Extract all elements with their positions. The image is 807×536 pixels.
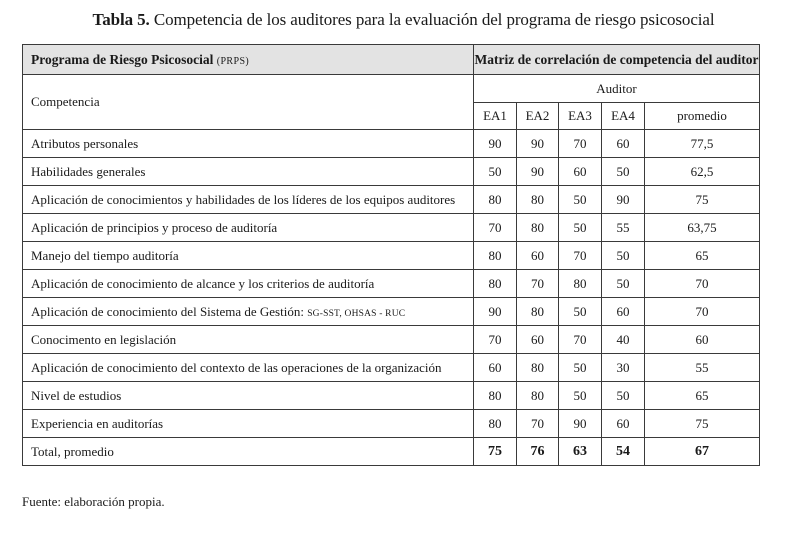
- score-cell: 50: [559, 186, 602, 214]
- score-cell: 50: [474, 158, 517, 186]
- competency-name-text: Aplicación de conocimiento del contexto de las operaciones de la organización: [31, 359, 442, 375]
- score-cell: 60: [602, 410, 645, 438]
- competency-name-text: Conocimento en legislación: [31, 331, 177, 347]
- score-cell: 60: [474, 354, 517, 382]
- competency-name: [23, 242, 474, 270]
- caption-label: Tabla 5.: [92, 10, 150, 29]
- score-cell: 50: [602, 158, 645, 186]
- score-cell: 50: [559, 214, 602, 242]
- score-cell: 80: [474, 270, 517, 298]
- competency-name: [23, 158, 474, 186]
- promedio-cell: 55: [645, 354, 760, 382]
- score-cell: 90: [474, 130, 517, 158]
- competency-table: [22, 44, 760, 466]
- column-header-ea1: EA1: [474, 103, 517, 130]
- header-program-abbr: (PRPS): [216, 55, 250, 67]
- competency-name: [23, 410, 474, 438]
- promedio-cell: 75: [645, 186, 760, 214]
- table-row: [23, 158, 760, 186]
- score-cell: 50: [602, 382, 645, 410]
- score-cell: 50: [602, 270, 645, 298]
- score-cell: 50: [559, 298, 602, 326]
- column-header-ea3: EA3: [559, 103, 602, 130]
- score-cell: 80: [474, 186, 517, 214]
- competency-name: [23, 298, 474, 326]
- score-cell: 80: [474, 382, 517, 410]
- score-cell: 70: [517, 270, 559, 298]
- score-cell: 70: [559, 130, 602, 158]
- score-cell: 50: [559, 354, 602, 382]
- score-cell: 80: [559, 270, 602, 298]
- table-row: [23, 354, 760, 382]
- score-cell: 90: [517, 130, 559, 158]
- competency-name: [23, 214, 474, 242]
- competency-name: [23, 382, 474, 410]
- score-cell: 70: [474, 214, 517, 242]
- auditor-label: Auditor: [474, 75, 760, 103]
- promedio-cell: 63,75: [645, 214, 760, 242]
- table-row: [23, 382, 760, 410]
- score-cell: 60: [559, 158, 602, 186]
- competency-name: [23, 326, 474, 354]
- table-caption: [0, 10, 807, 30]
- score-cell: 80: [474, 410, 517, 438]
- total-row: [23, 438, 760, 466]
- table-row: [23, 186, 760, 214]
- column-header-ea2: EA2: [517, 103, 559, 130]
- competency-name: [23, 354, 474, 382]
- competency-name-text: Atributos personales: [31, 135, 139, 151]
- header-program: [23, 45, 474, 75]
- promedio-cell: 77,5: [645, 130, 760, 158]
- competency-name-suffix: SG-SST, OHSAS - RUC: [307, 308, 406, 319]
- promedio-cell: 65: [645, 242, 760, 270]
- score-cell: 70: [559, 326, 602, 354]
- promedio-cell: 60: [645, 326, 760, 354]
- total-value: 76: [517, 438, 559, 466]
- score-cell: 90: [602, 186, 645, 214]
- total-label: Total, promedio: [23, 438, 474, 466]
- subheader-row-auditor: [23, 75, 760, 103]
- total-value: 67: [645, 438, 760, 466]
- table-header-row: [23, 45, 760, 75]
- score-cell: 80: [517, 186, 559, 214]
- competency-name-text: Manejo del tiempo auditoría: [31, 247, 179, 263]
- score-cell: 70: [559, 242, 602, 270]
- score-cell: 90: [559, 410, 602, 438]
- table-body: [23, 130, 760, 438]
- competency-name-text: Experiencia en auditorías: [31, 415, 164, 431]
- table-row: [23, 326, 760, 354]
- column-header-ea4: EA4: [602, 103, 645, 130]
- header-matrix: Matriz de correlación de competencia del auditor: [474, 45, 760, 75]
- score-cell: 50: [559, 382, 602, 410]
- competency-name-text: Aplicación de conocimientos y habilidades de los líderes de los equipos auditores: [31, 191, 456, 207]
- competency-name-text: Aplicación de conocimiento de alcance y los criterios de auditoría: [31, 275, 375, 291]
- table-row: [23, 130, 760, 158]
- promedio-cell: 75: [645, 410, 760, 438]
- competency-name: [23, 186, 474, 214]
- promedio-cell: 62,5: [645, 158, 760, 186]
- score-cell: 40: [602, 326, 645, 354]
- score-cell: 90: [474, 298, 517, 326]
- table-row: [23, 298, 760, 326]
- promedio-cell: 70: [645, 298, 760, 326]
- score-cell: 80: [517, 382, 559, 410]
- competencia-label: Competencia: [23, 75, 474, 130]
- score-cell: 60: [517, 326, 559, 354]
- score-cell: 60: [517, 242, 559, 270]
- competency-name: [23, 270, 474, 298]
- score-cell: 90: [517, 158, 559, 186]
- table-row: [23, 270, 760, 298]
- score-cell: 70: [517, 410, 559, 438]
- score-cell: 80: [517, 354, 559, 382]
- score-cell: 30: [602, 354, 645, 382]
- score-cell: 50: [602, 242, 645, 270]
- total-value: 63: [559, 438, 602, 466]
- score-cell: 55: [602, 214, 645, 242]
- total-value: 75: [474, 438, 517, 466]
- score-cell: 70: [474, 326, 517, 354]
- total-value: 54: [602, 438, 645, 466]
- competency-name-text: Aplicación de conocimiento del Sistema de Gestión:: [31, 303, 304, 319]
- caption-text: Competencia de los auditores para la evaluación del programa de riesgo psicosocial: [153, 10, 715, 29]
- competency-name-text: Habilidades generales: [31, 163, 146, 179]
- score-cell: 80: [474, 242, 517, 270]
- source-note: Fuente: elaboración propia.: [22, 494, 165, 509]
- competency-name: [23, 130, 474, 158]
- table-row: [23, 242, 760, 270]
- promedio-cell: 70: [645, 270, 760, 298]
- header-program-name: Programa de Riesgo Psicosocial: [31, 51, 214, 67]
- score-cell: 80: [517, 298, 559, 326]
- competency-name-text: Aplicación de principios y proceso de auditoría: [31, 219, 278, 235]
- table-row: [23, 214, 760, 242]
- promedio-cell: 65: [645, 382, 760, 410]
- table-row: [23, 410, 760, 438]
- column-header-promedio: promedio: [645, 103, 760, 130]
- score-cell: 80: [517, 214, 559, 242]
- score-cell: 60: [602, 298, 645, 326]
- competency-name-text: Nivel de estudios: [31, 387, 122, 403]
- score-cell: 60: [602, 130, 645, 158]
